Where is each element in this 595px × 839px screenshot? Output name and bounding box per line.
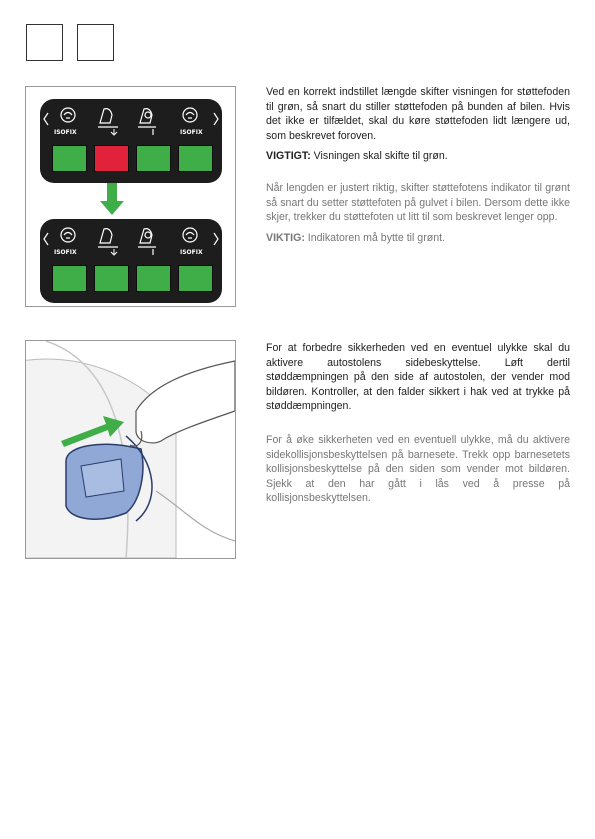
side-protection-illustration [26, 341, 235, 558]
norwegian-important-text: Indikatoren må bytte til grønt. [304, 231, 445, 244]
led-4-green [178, 145, 213, 172]
danish-note-1 [266, 149, 570, 164]
led-row-before [52, 145, 212, 173]
page-tab-2 [77, 24, 114, 61]
led-2-green [94, 265, 129, 292]
led-1-green [52, 265, 87, 292]
led-3-green [136, 265, 171, 292]
section-1-text [266, 85, 570, 245]
isofix-label-right: ISOFIX [180, 249, 203, 256]
side-protection-figure [25, 340, 236, 559]
led-4-green [178, 265, 213, 292]
norwegian-instruction-1: Når lengden er justert riktig, skifter støttefotens indikator til grønt så snart du setter støttefoten på gulvet i bilen. Dersom dette ikke skjer, trekker du støttefoten ut litt til som beskrevet lenger opp. [266, 181, 570, 224]
led-3-green [136, 145, 171, 172]
norwegian-instruction-2: For å øke sikkerheten ved en eventuell ulykke, må du aktivere sidekollisjonsbeskyttelsen på barnesete. Trekk opp barnesetets kollisjonsbeskyttelse på den siden som vender mot bildøren. Sjekk at den har gått i lås ved å presse på kollisjonsbeskyttelsen. [266, 433, 570, 505]
led-1-green [52, 145, 87, 172]
led-2-red [94, 145, 129, 172]
isofix-label-right: ISOFIX [180, 129, 203, 136]
down-arrow-icon [100, 183, 124, 217]
danish-important-label: VIGTIGT: [266, 150, 311, 163]
isofix-label-left: ISOFIX [54, 129, 77, 136]
isofix-label-left: ISOFIX [54, 249, 77, 256]
indicator-figure [25, 86, 236, 307]
page-tab-1 [26, 24, 63, 61]
norwegian-note-1 [266, 231, 570, 246]
danish-instruction-2: For at forbedre sikkerheden ved en eventuel ulykke skal du aktivere autostolens sidebeskyttelse. Løft dertil støddæmpningen på den side af autostolen, der vender mod bildøren. Kontroller, at den falder sikkert i hak ved at trykke på støddæmpningen. [266, 342, 570, 413]
danish-important-text: Visningen skal skifte til grøn. [310, 150, 448, 163]
danish-instruction-1: Ved en korrekt indstillet længde skifter visningen for støttefoden til grøn, så snart du stiller støttefoden på bunden af bilen. Hvis det ikke er tilfældet, skal du køre støttefoden lidt længere ud, som beskrevet foroven. [266, 86, 570, 142]
led-row-after [52, 265, 212, 293]
norwegian-important-label: VIKTIG: [266, 231, 305, 244]
section-2-text [266, 341, 570, 506]
indicator-panel-before [40, 99, 222, 183]
hand-icon [136, 361, 235, 443]
indicator-panel-after [40, 219, 222, 303]
